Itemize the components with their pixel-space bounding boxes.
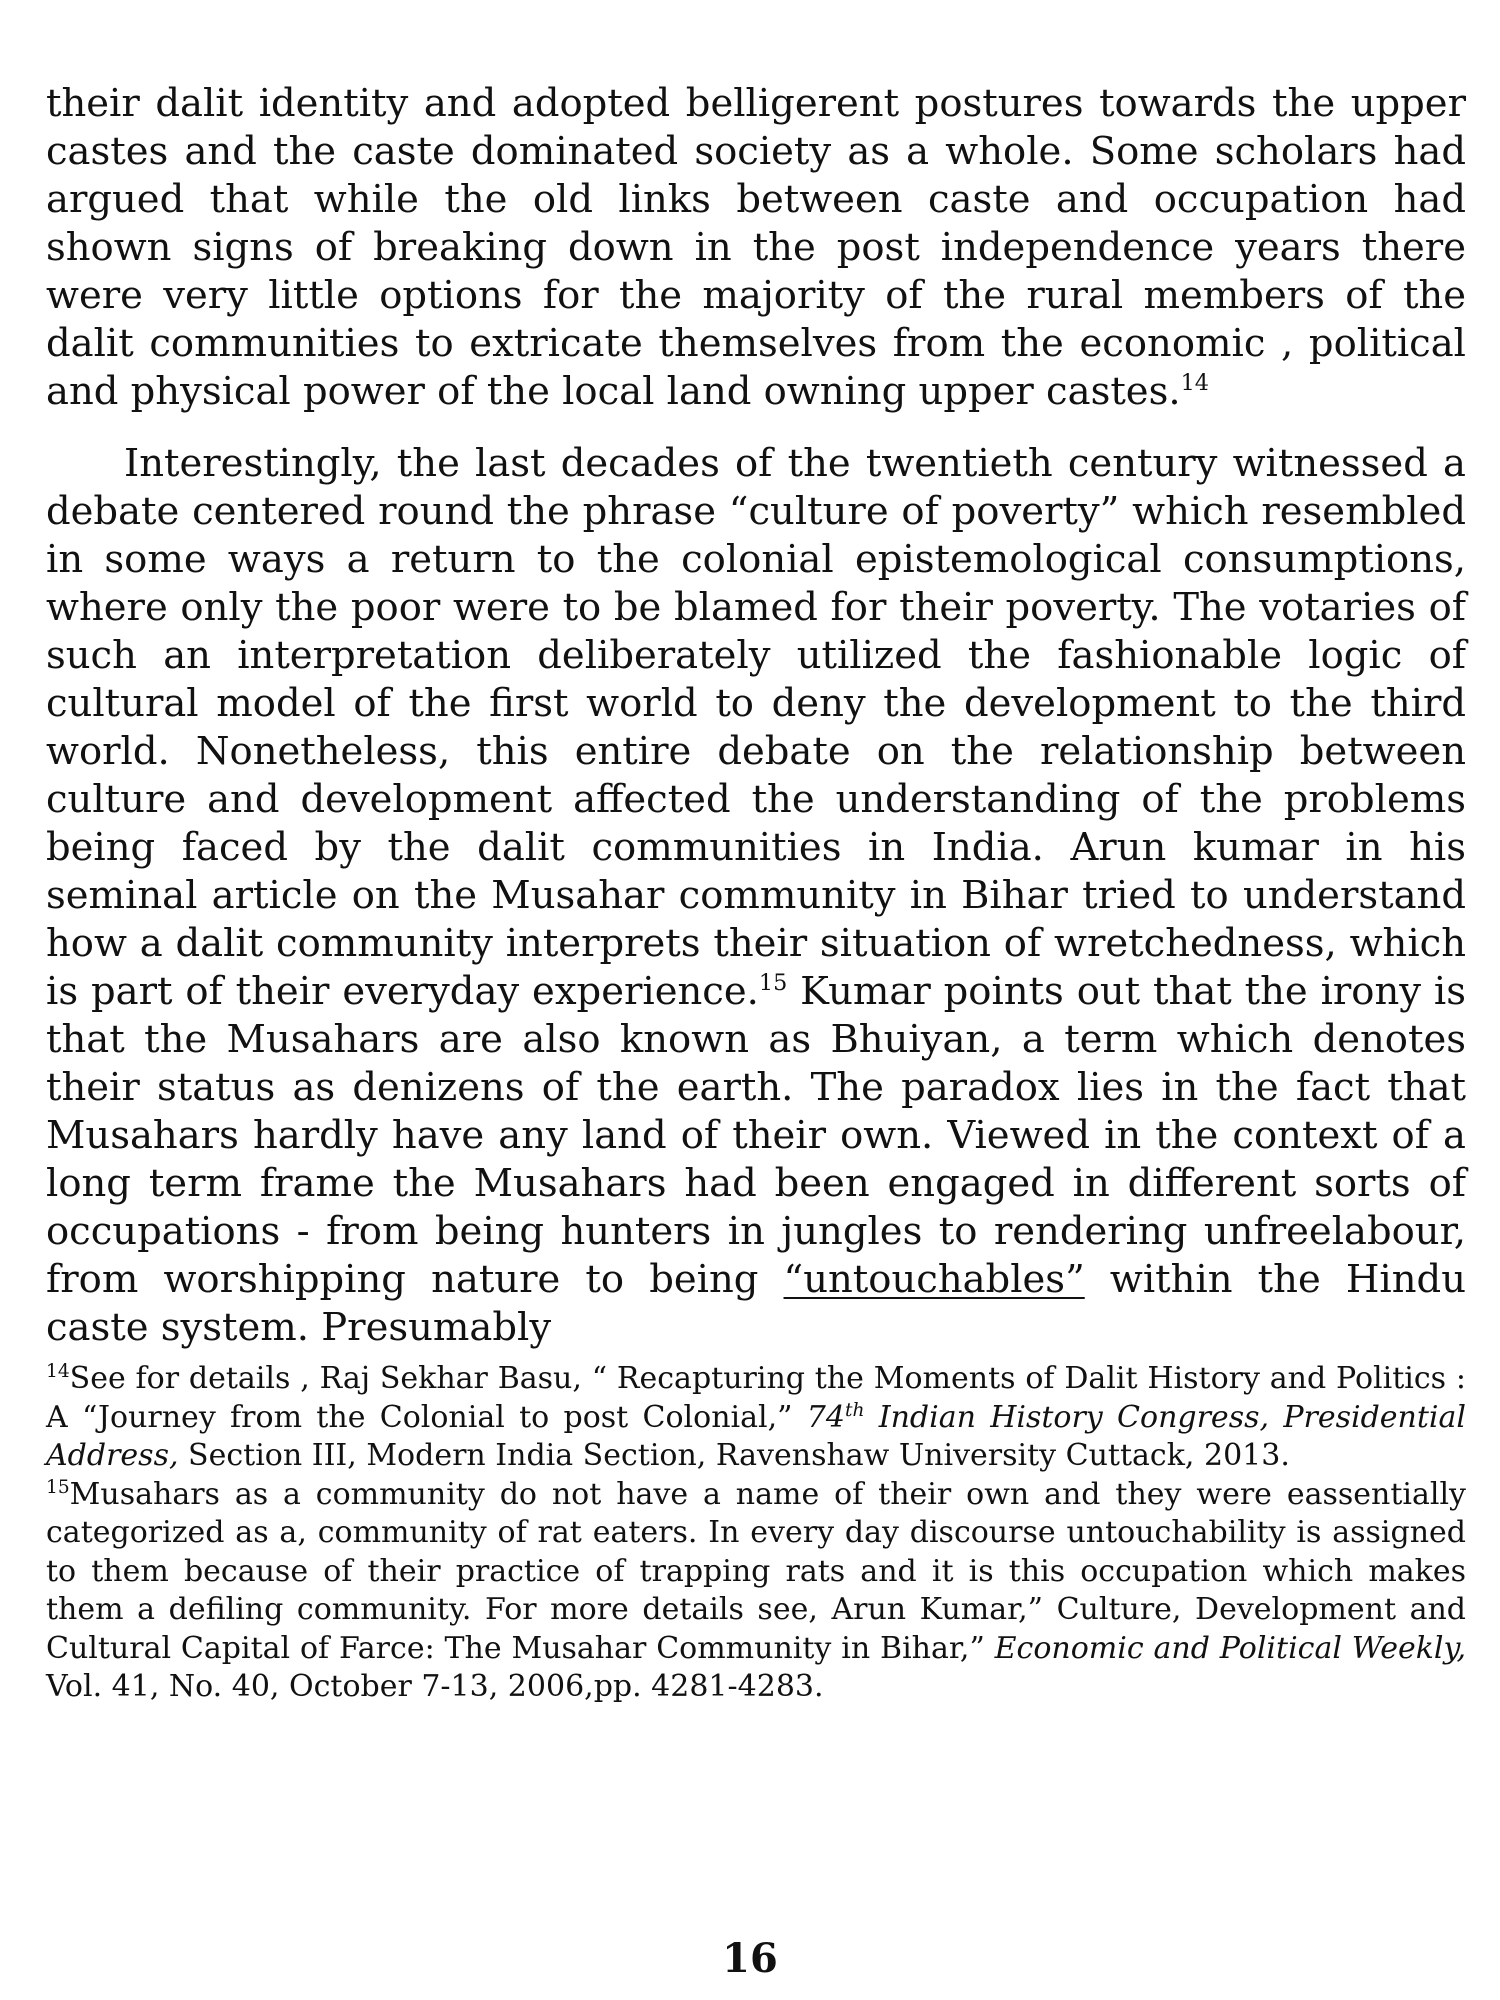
footnote-ref-15: 15 xyxy=(758,970,788,997)
paragraph-1 xyxy=(46,80,1466,416)
footnote-14-italic-sup: th xyxy=(844,1399,865,1421)
footnote-14-text-b: Section III, Modern India Section, Ravenshaw University Cuttack, 2013. xyxy=(178,1438,1290,1473)
footnote-14-number: 14 xyxy=(46,1361,70,1382)
footnote-14-text-a: See for details , Raj Sekhar Basu, “ Recapturing the Moments of Dalit History and Politics : A “Journey from the Colonial to post Colonial,” xyxy=(46,1361,1466,1435)
footnote-ref-14: 14 xyxy=(1180,370,1210,397)
paragraph-2-text-c: within the Hindu caste system. Presumably xyxy=(46,1257,1466,1350)
footnote-15-text-a: Musahars as a community do not have a name of their own and they were eassentially categorized as a, community of rat eaters. In every day discourse untouchability is assigned to them because of their practice of trapping rats and it is this occupation which makes them a defiling community. For more details see, Arun Kumar,” Culture, Development and Cultural Capital of Farce: The Musahar Community in Bihar,” xyxy=(46,1476,1466,1666)
footnote-14-italic-num: 74 xyxy=(806,1399,845,1435)
footnote-15-italic-title: Economic and Political Weekly, xyxy=(994,1630,1466,1666)
main-text xyxy=(46,80,1466,1352)
page-number: 16 xyxy=(722,1935,778,1982)
paragraph-1-text: their dalit identity and adopted belligerent postures towards the upper castes and the caste dominated society as a whole. Some scholars had argued that while the old links between caste and occupation had shown signs of breaking down in the post independence years there were very little options for the majority of the rural members of the dalit communities to extricate themselves from the economic , political and physical power of the local land owning upper castes. xyxy=(46,81,1466,414)
footnotes xyxy=(46,1360,1466,1707)
footnote-14-italic-title: Indian History Congress, Presidential Address, xyxy=(46,1399,1466,1473)
paragraph-2 xyxy=(46,440,1466,1352)
footnote-14 xyxy=(46,1360,1466,1476)
page-content xyxy=(46,80,1466,1707)
paragraph-2-text-a: Interestingly, the last decades of the twentieth century witnessed a debate centered round the phrase “culture of poverty” which resembled in some ways a return to the colonial epistemological consumptions, where only the poor were to be blamed for their poverty. The votaries of such an interpretation deliberately utilized the fashionable logic of cultural model of the first world to deny the development to the third world. Nonetheless, this entire debate on the relationship between culture and development affected the understanding of the problems being faced by the dalit communities in India. Arun kumar in his seminal article on the Musahar community in Bihar tried to understand how a dalit community interprets their situation of wretchedness, which is part of their everyday experience. xyxy=(46,441,1466,1014)
footnote-15-number: 15 xyxy=(46,1476,70,1498)
paragraph-2-text-b: Kumar points out that the irony is that the Musahars are also known as Bhuiyan, a term which denotes their status as denizens of the earth. The paradox lies in the fact that Musahars hardly have any land of their own. Viewed in the context of a long term frame the Musahars had been engaged in different sorts of occupations - from being hunters in jungles to rendering unfreelabour, from worshipping nature to being xyxy=(46,969,1467,1302)
footnote-15-text-b: Vol. 41, No. 40, October 7-13, 2006,pp. 4281-4283. xyxy=(46,1669,824,1704)
footnote-15 xyxy=(46,1476,1466,1707)
underlined-untouchables: “untouchables” xyxy=(783,1257,1085,1302)
